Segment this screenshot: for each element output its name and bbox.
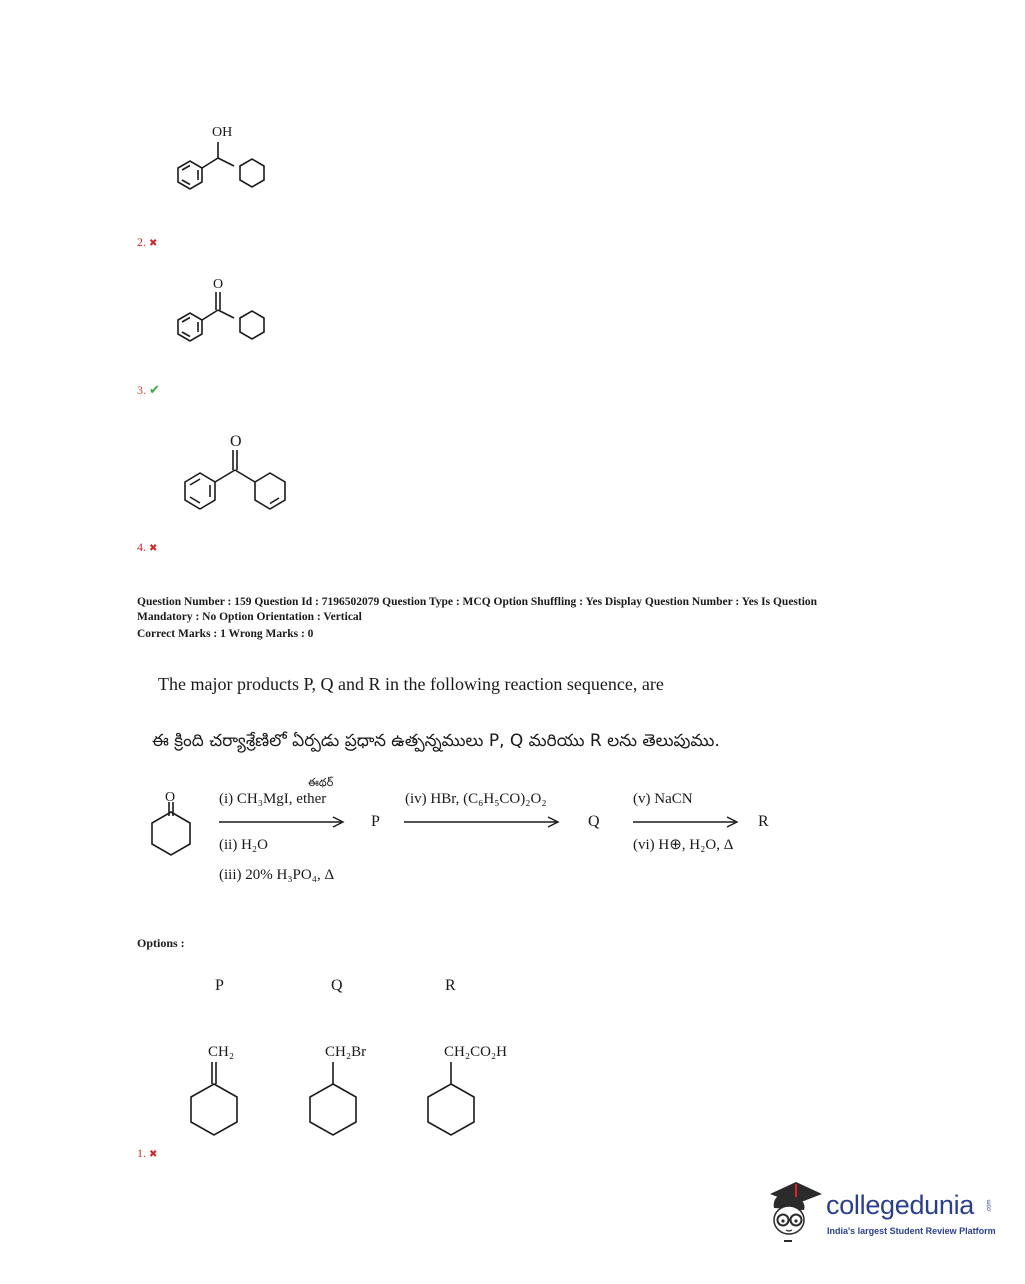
option-number: 2. (137, 235, 146, 249)
question-metadata (137, 595, 917, 642)
option-number: 4. (137, 540, 146, 554)
reagent-step-2: (ii) H₂O (219, 837, 268, 853)
group-ch2co2h: CH₂CO₂H (444, 1044, 507, 1060)
meta-line-1: Question Number : 159 Question Id : 7196502079 Question Type : MCQ Option Shuffling : Yes Display Question Number : Yes Is Question (137, 596, 818, 608)
option-2-label[interactable] (137, 235, 157, 250)
structure-q-bromomethylcyclohexane (303, 1060, 363, 1140)
question-text-telugu: ఈ క్రింది చర్యాశ్రేణిలో ఏర్పడు ప్రధాన ఉత్పన్నములు P, Q మరియు R లను తెలుపుము. (152, 731, 720, 751)
atom-o: O (165, 790, 176, 805)
cross-icon: ✖ (149, 543, 158, 554)
product-p: P (371, 813, 380, 830)
option-4-label[interactable] (137, 540, 157, 555)
structure-r-cyclohexylacetic-acid (422, 1060, 482, 1140)
cross-icon: ✖ (149, 1149, 158, 1160)
column-header-p: P (215, 977, 224, 994)
option-number: 1. (137, 1146, 146, 1160)
reagent-ether-telugu: ఈథర్ (308, 776, 334, 789)
option-number: 3. (137, 383, 146, 397)
logo-brand: collegedunia (826, 1190, 975, 1220)
option-3-label[interactable] (137, 383, 160, 398)
product-r: R (758, 813, 769, 830)
reagent-step-6: (vi) H⊕, H₂O, Δ (633, 837, 734, 853)
reagent-step-1: (i) CH₃MgI, ether (219, 791, 327, 807)
atom-o: O (213, 277, 224, 292)
reagent-step-5: (v) NaCN (633, 791, 693, 807)
atom-oh: OH (212, 125, 233, 140)
cross-icon: ✖ (149, 238, 158, 249)
structure-option-3 (168, 270, 298, 355)
structure-option-2 (168, 118, 298, 198)
reagent-step-3: (iii) 20% H₃PO₄, Δ (219, 867, 335, 883)
options-label: Options : (137, 936, 185, 950)
reaction-arrow-1 (219, 815, 349, 829)
logo-tagline: India's largest Student Review Platform (827, 1226, 996, 1236)
group-ch2br: CH₂Br (325, 1044, 367, 1060)
product-q: Q (588, 813, 600, 830)
question-text-english: The major products P, Q and R in the following reaction sequence, are (158, 674, 664, 694)
reaction-arrow-2 (404, 815, 564, 829)
check-icon: ✔ (149, 383, 160, 398)
group-ch2: CH₂ (208, 1044, 235, 1060)
meta-line-2: Mandatory : No Option Orientation : Vertical (137, 611, 362, 623)
structure-p-methylenecyclohexane (185, 1060, 245, 1140)
option-1-label[interactable] (137, 1146, 157, 1161)
column-header-r: R (445, 977, 456, 994)
atom-o: O (230, 433, 242, 450)
column-header-q: Q (331, 977, 343, 994)
meta-line-3: Correct Marks : 1 Wrong Marks : 0 (137, 628, 314, 640)
reagent-step-4: (iv) HBr, (C₆H₅CO)₂O₂ (405, 791, 547, 807)
reactant-cyclohexanone (140, 790, 210, 860)
collegedunia-mascot-icon (762, 1174, 826, 1246)
logo-suffix: .com (986, 1199, 993, 1213)
structure-option-4 (175, 430, 335, 530)
reaction-arrow-3 (633, 815, 743, 829)
